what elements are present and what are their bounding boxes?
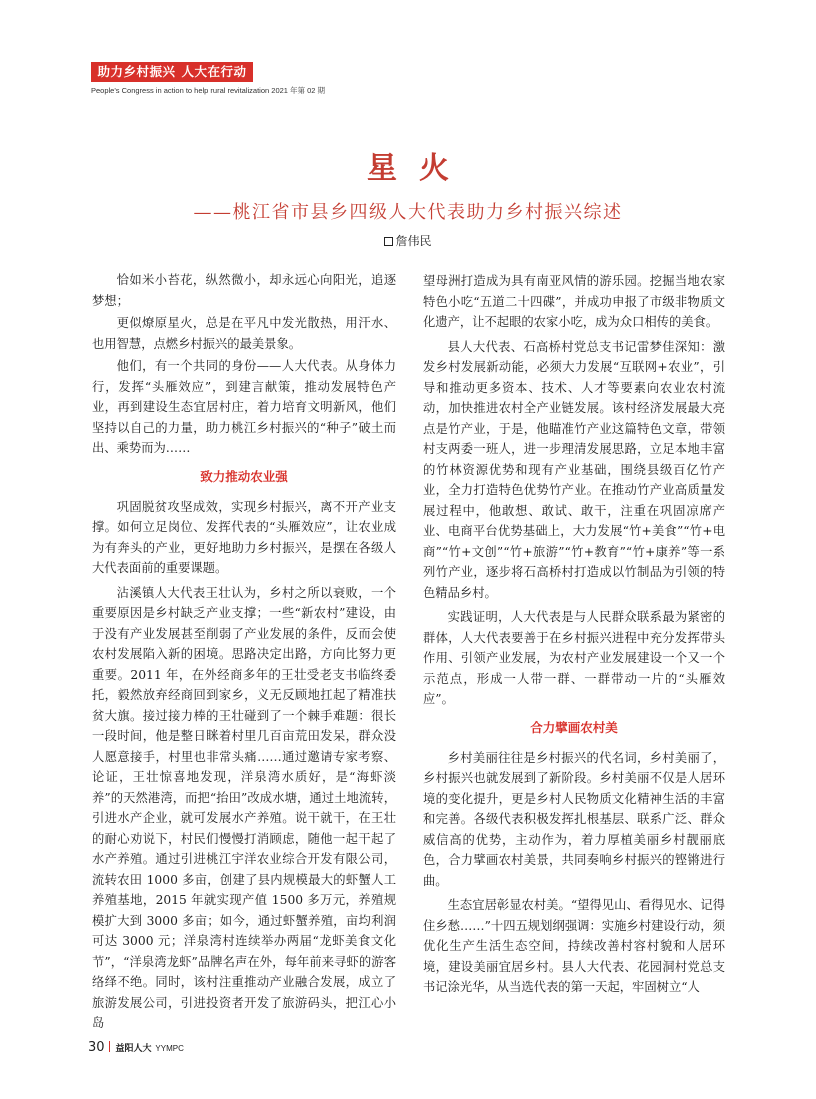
left-column [92,270,396,1038]
paragraph: 乡村美丽往往是乡村振兴的代名词，乡村美丽了，乡村振兴也就发展到了新阶段。乡村美丽不仅是人居环境的变化提升，更是乡村人民物质文化精神生活的丰富和完善。各级代表积极发挥扎根基层、联系广泛、群众威信高的优势，主动作为，着力厚植美丽乡村靓丽底色，合力擘画农村美景，共同奏响乡村振兴的铿锵进行曲。 [423,750,725,888]
author-name: 詹伟民 [395,234,432,248]
paragraph: 巩固脱贫攻坚成效，实现乡村振兴，离不开产业支撑。如何立足岗位、发挥代表的“头雁效应”，让农业成为有奔头的产业，更好地助力乡村振兴，是摆在各级人大代表面前的重要课题。 [92,499,396,575]
paragraph: 恰如米小苔花，纵然微小，却永远心向阳光，追逐梦想； [92,273,396,308]
article-title: 星火 [367,151,471,186]
section-heading: 合力擘画农村美 [530,719,618,735]
page-footer [88,1040,184,1055]
right-column [423,271,725,1002]
footer-divider [109,1041,110,1052]
paragraph: 望母洲打造成为具有南亚风情的游乐园。挖掘当地农家特色小吃“五道二十四碟”，并成功申报了市级非物质文化遗产，让不起眼的农家小吃，成为众口相传的美食。 [423,274,725,329]
column-tag [91,62,253,82]
column-tag-left: 助力乡村振兴 [97,64,176,79]
paragraph: 更似燎原星火，总是在平凡中发光散热，用汗水、也用智慧，点燃乡村振兴的最美景象。 [92,316,396,351]
paragraph: 县人大代表、石高桥村党总支书记雷梦佳深知：激发乡村发展新动能，必须大力发展“互联网+农业”，引导和推动更多资本、技术、人才等要素向农业农村流动，加快推进农村全产业链发展。该村经济发展最大亮点是竹产业，于是，他瞄准竹产业这篇特色文章，带领村支两委一班人，进一步理清发展思路，立足本地丰富的竹林资源优势和现有产业基础，围绕县级百亿竹产业，全力打造特色优势竹产业。在推动竹产业高质量发展过程中，他敢想、敢试、敢干，注重在巩固凉席产业、电商平台优势基础上，大力发展“竹+美食”“竹+电商”“竹+文创”“竹+旅游”“竹+教育”“竹+康养”等一系列竹产业，逐步将石高桥村打造成以竹制品为引领的特色精品乡村。 [423,339,725,600]
paragraph: 实践证明，人大代表是与人民群众联系最为紧密的群体，人大代表要善于在乡村振兴进程中充分发挥带头作用、引领产业发展，为农村产业发展建设一个又一个示范点，形成一人带一群、一群带动一片的“头雁效应”。 [423,610,725,706]
page-number: 30 [88,1040,105,1055]
magazine-abbr: YYMPC [155,1044,184,1053]
paragraph: 沾溪镇人大代表王壮认为，乡村之所以衰败，一个重要原因是乡村缺乏产业支撑；一些“新农村”建设，由于没有产业发展甚至削弱了产业发展的条件，反而会使农村发展陷入新的困境。思路决定出路，方向比努力更重要。2011 年，在外经商多年的王壮受老支书临终委托，毅然放弃经商回到家乡，义无反顾地扛起了精准扶贫大旗。接过接力棒的王壮碰到了一个棘手难题：很长一段时间，他是整日眯着村里几百亩荒田发呆，群众没人愿意接手，村里也非常头痛……通过邀请专家考察、论证，王壮惊喜地发现，洋泉湾水质好，是“海虾淡养”的天然港湾，而把“抬田”改成水塘，通过土地流转，引进水产企业，就可发展水产养殖。说干就干，在王壮的耐心劝说下，村民们慢慢打消顾虑，随他一起干起了水产养殖。通过引进桃江宇洋农业综合开发有限公司，流转农田 1000 多亩，创建了县内规模最大的虾蟹人工养殖基地，2015 年就实现产值 1500 多万元，养殖规模扩大到 3000 多亩；如今，通过虾蟹养殖，亩均利润可达 3000 元；洋泉湾村连续举办两届“龙虾美食文化节”，“洋泉湾龙虾”品牌名声在外，每年前来寻虾的游客络绎不绝。同时，该村注重推动产业融合发展，成立了旅游发展公司，引进投资者开发了旅游码头，把江心小岛 [92,585,396,1030]
author-box-icon [384,237,393,246]
article-author [0,232,816,249]
column-subline: People's Congress in action to help rural revitalization 2021 年第 02 期 [91,86,326,95]
paragraph: 生态宜居彰显农村美。“望得见山、看得见水、记得住乡愁……”十四五规划纲强调：实施乡村建设行动，须优化生产生活生态空间，持续改善村容村貌和人居环境，建设美丽宜居乡村。县人大代表、花园洞村党总支书记涂光华，从当选代表的第一天起，牢固树立“人 [423,898,725,994]
paragraph: 他们，有一个共同的身份——人大代表。从身体力行，发挥“头雁效应”，到建言献策，推动发展特色产业，再到建设生态宜居村庄，着力培育文明新风，他们坚持以自己的力量，助力桃江乡村振兴的“种子”破土而出、乘势而为…… [92,359,396,455]
magazine-name: 益阳人大 [115,1044,152,1054]
column-tag-right: 人大在行动 [181,64,247,79]
section-heading: 致力推动农业强 [200,468,288,484]
article-subtitle: ——桃江省市县乡四级人大代表助力乡村振兴综述 [193,202,623,223]
